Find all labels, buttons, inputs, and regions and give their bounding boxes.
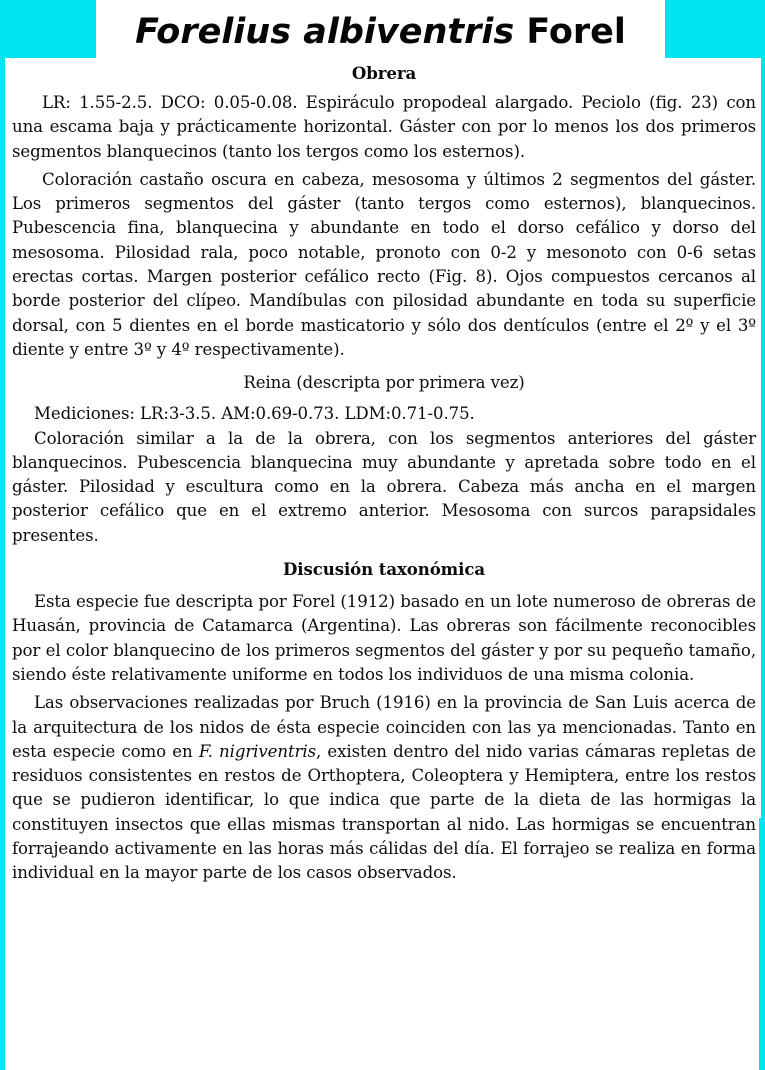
heading-obrera: Obrera <box>351 63 417 83</box>
species-name: Forelius albiventris <box>135 12 515 52</box>
discusion-observations-paragraph <box>12 691 756 885</box>
observations-text-start: Las observaciones realizadas por Bruch (1916) en la provincia de San Luis acerca de la arquitectura de los nidos de ésta especie coinciden con las ya mencionadas. Tanto en esta especie como en <box>12 693 756 761</box>
page-title <box>96 6 665 58</box>
section-obrera <box>12 58 756 362</box>
heading-reina: Reina (descripta por primera vez) <box>243 373 525 393</box>
scan-border-top-left <box>0 0 96 58</box>
document-body <box>12 58 756 886</box>
obrera-measurements-paragraph: LR: 1.55-2.5. DCO: 0.05-0.08. Espiráculo propodeal alargado. Peciolo (fig. 23) con una escama baja y prácticamente horizontal. Gáster con por lo menos los dos primeros segmentos blanquecinos (tanto los tergos como los esternos). <box>12 93 756 161</box>
observations-text-end: , existen dentro del nido varias cámaras repletas de residuos consistentes en restos de Orthoptera, Coleoptera y Hemiptera, entre los restos que se pudieron identificar, lo que indica que parte de la dieta de las hormigas la constituyen insectos que ellas mismas transportan al nido. Las hormigas se encuentran forrajeando activamente en las horas más cálidas del día. El forrajeo se realiza en forma individual en la mayor parte de los casos observados. <box>12 741 756 883</box>
heading-discusion: Discusión taxonómica <box>283 559 485 580</box>
discusion-history-paragraph: Esta especie fue descripta por Forel (1912) basado en un lote numeroso de obreras de Huasán, provincia de Catamarca (Argentina). Las obreras son fácilmente reconocibles por el color blanquecino de los primeros segmentos del gáster y por su pequeño tamaño, siendo éste relativamente uniforme en todos los individuos de una misma colonia. <box>12 592 756 684</box>
obrera-description-paragraph: Coloración castaño oscura en cabeza, mesosoma y últimos 2 segmentos del gáster. Los primeros segmentos del gáster (tanto tergos como esternos), blanquecinos. Pubescencia fina, blanquecina y abundante en todo el dorso cefálico y dorso del mesosoma. Pilosidad rala, poco notable, pronoto con 0-2 y mesonoto con 0-6 setas erectas cortas. Margen posterior cefálico recto (Fig. 8). Ojos compuestos cercanos al borde posterior del clípeo. Mandíbulas con pilosidad abundante en toda su superficie dorsal, con 5 dientes en el borde masticatorio y sólo dos dentículos (entre el 2º y el 3º diente y entre 3º y 4º respectivamente). <box>12 169 756 359</box>
scan-border-right <box>761 58 765 818</box>
section-discusion <box>12 554 756 886</box>
reina-description-paragraph: Coloración similar a la de la obrera, con los segmentos anteriores del gáster blanquecinos. Pubescencia blanquecina muy abundante y apretada sobre todo en el gáster. Pilosidad y escultura como en la obrera. Cabeza más ancha en el margen posterior cefálico que en el extremo anterior. Mesosoma con surcos parapsidales presentes. <box>12 428 756 545</box>
scan-border-top-right <box>665 0 765 58</box>
species-reference: F. nigriventris <box>198 741 316 761</box>
section-reina <box>12 368 756 548</box>
scan-border-left <box>0 58 5 1070</box>
scan-border-right-lower <box>759 818 765 1070</box>
species-author: Forel <box>526 12 626 52</box>
reina-measurements-paragraph: Mediciones: LR:3-3.5. AM:0.69-0.73. LDM:0.71-0.75. <box>34 404 475 424</box>
